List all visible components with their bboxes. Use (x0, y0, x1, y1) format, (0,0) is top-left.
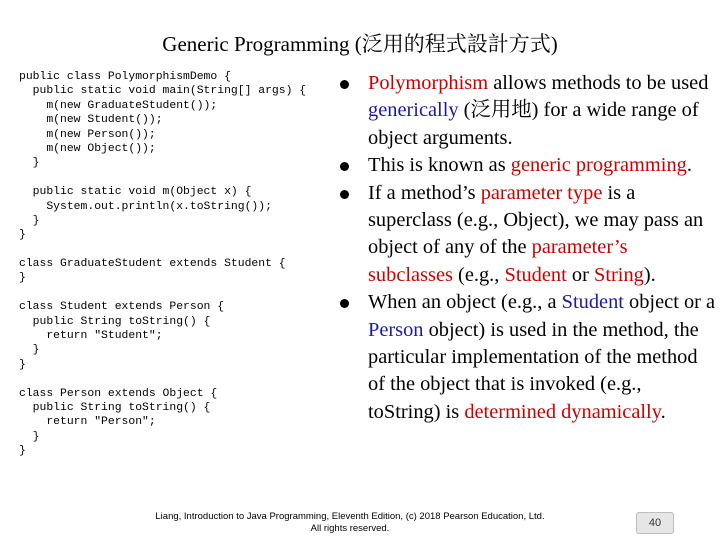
bullet-text-run: or (566, 263, 594, 286)
bullet-list (336, 70, 716, 426)
code-line: } (19, 272, 26, 285)
bullet-text-run: ). (643, 263, 656, 286)
footer-line-1: Liang, Introduction to Java Programming, Eleventh Edition, (c) 2018 Pearson Education, Ltd. (155, 511, 545, 522)
bullet-item (336, 152, 716, 179)
code-line: System.out.println(x.toString()); (19, 200, 272, 213)
bullet-text-run: Student (561, 291, 624, 314)
bullet-dot-icon (340, 190, 349, 199)
bullet-text-run: This is known as (368, 154, 511, 177)
page-number: 40 (636, 512, 674, 534)
code-line: } (19, 430, 40, 443)
bullet-text-run: If a method’s (368, 181, 481, 204)
bullet-dot-icon (340, 299, 349, 308)
bullet-text-run: String (593, 263, 644, 286)
bullet-text-run: When an object (e.g., a (368, 291, 562, 314)
slide-title: Generic Programming (泛用的程式設計方式) (162, 32, 558, 56)
code-line: public String toString() { (19, 401, 211, 414)
code-line: return "Student"; (19, 330, 163, 343)
code-line (19, 243, 339, 257)
code-line: } (19, 214, 40, 227)
bullet-text-run: (泛用地) for a wide range of object arguments. (368, 99, 699, 149)
code-line (19, 372, 339, 386)
code-line: } (19, 229, 26, 242)
code-line: public String toString() { (19, 315, 211, 328)
code-line: m(new Student()); (19, 114, 163, 127)
code-block (19, 70, 339, 459)
bullet-item (336, 180, 716, 290)
code-line: public static void main(String[] args) { (19, 85, 307, 98)
code-line: class Student extends Person { (19, 301, 225, 314)
bullet-text-run: is a superclass (e.g., Object), we may pass an object of any of the (368, 181, 704, 259)
footer-line-2: All rights reserved. (310, 523, 390, 534)
bullet-text-run: . (660, 400, 666, 423)
bullet-text-run: object) is used in the method, the particular implementation of the method of the object that is invoked (e.g., toString) is (368, 318, 699, 423)
code-line: public static void m(Object x) { (19, 186, 252, 199)
code-line: m(new Object()); (19, 142, 156, 155)
code-line (19, 171, 339, 185)
bullet-text-run: determined dynamically (464, 400, 661, 423)
code-line (19, 286, 339, 300)
bullet-text-run: (e.g., (452, 263, 505, 286)
bullet-text-run: . (686, 154, 692, 177)
code-line: } (19, 445, 26, 458)
bullet-text-run: parameter’s subclasses (368, 236, 628, 286)
code-line: public class PolymorphismDemo { (19, 71, 231, 83)
bullet-text-run: generically (368, 99, 459, 122)
bullet-text-run: Student (504, 263, 567, 286)
bullet-text-run: Person (368, 318, 424, 341)
code-line: return "Person"; (19, 416, 156, 429)
bullet-text-run: object or a (623, 291, 716, 314)
bullet-text-run: parameter type (480, 181, 603, 204)
code-line: } (19, 157, 40, 170)
code-line: m(new GraduateStudent()); (19, 99, 218, 112)
footer-citation (140, 511, 560, 535)
bullet-text-run: generic programming (510, 154, 687, 177)
bullet-item (336, 70, 716, 152)
bullet-dot-icon (340, 80, 349, 89)
code-line: class GraduateStudent extends Student { (19, 258, 286, 271)
bullet-text-run: Polymorphism (368, 72, 489, 94)
bullet-item (336, 289, 716, 426)
code-line: class Person extends Object { (19, 387, 218, 400)
code-line: } (19, 358, 26, 371)
bullet-dot-icon (340, 162, 349, 171)
code-line: } (19, 344, 40, 357)
bullet-text-run: allows methods to be used (488, 72, 709, 94)
code-line: m(new Person()); (19, 128, 156, 141)
